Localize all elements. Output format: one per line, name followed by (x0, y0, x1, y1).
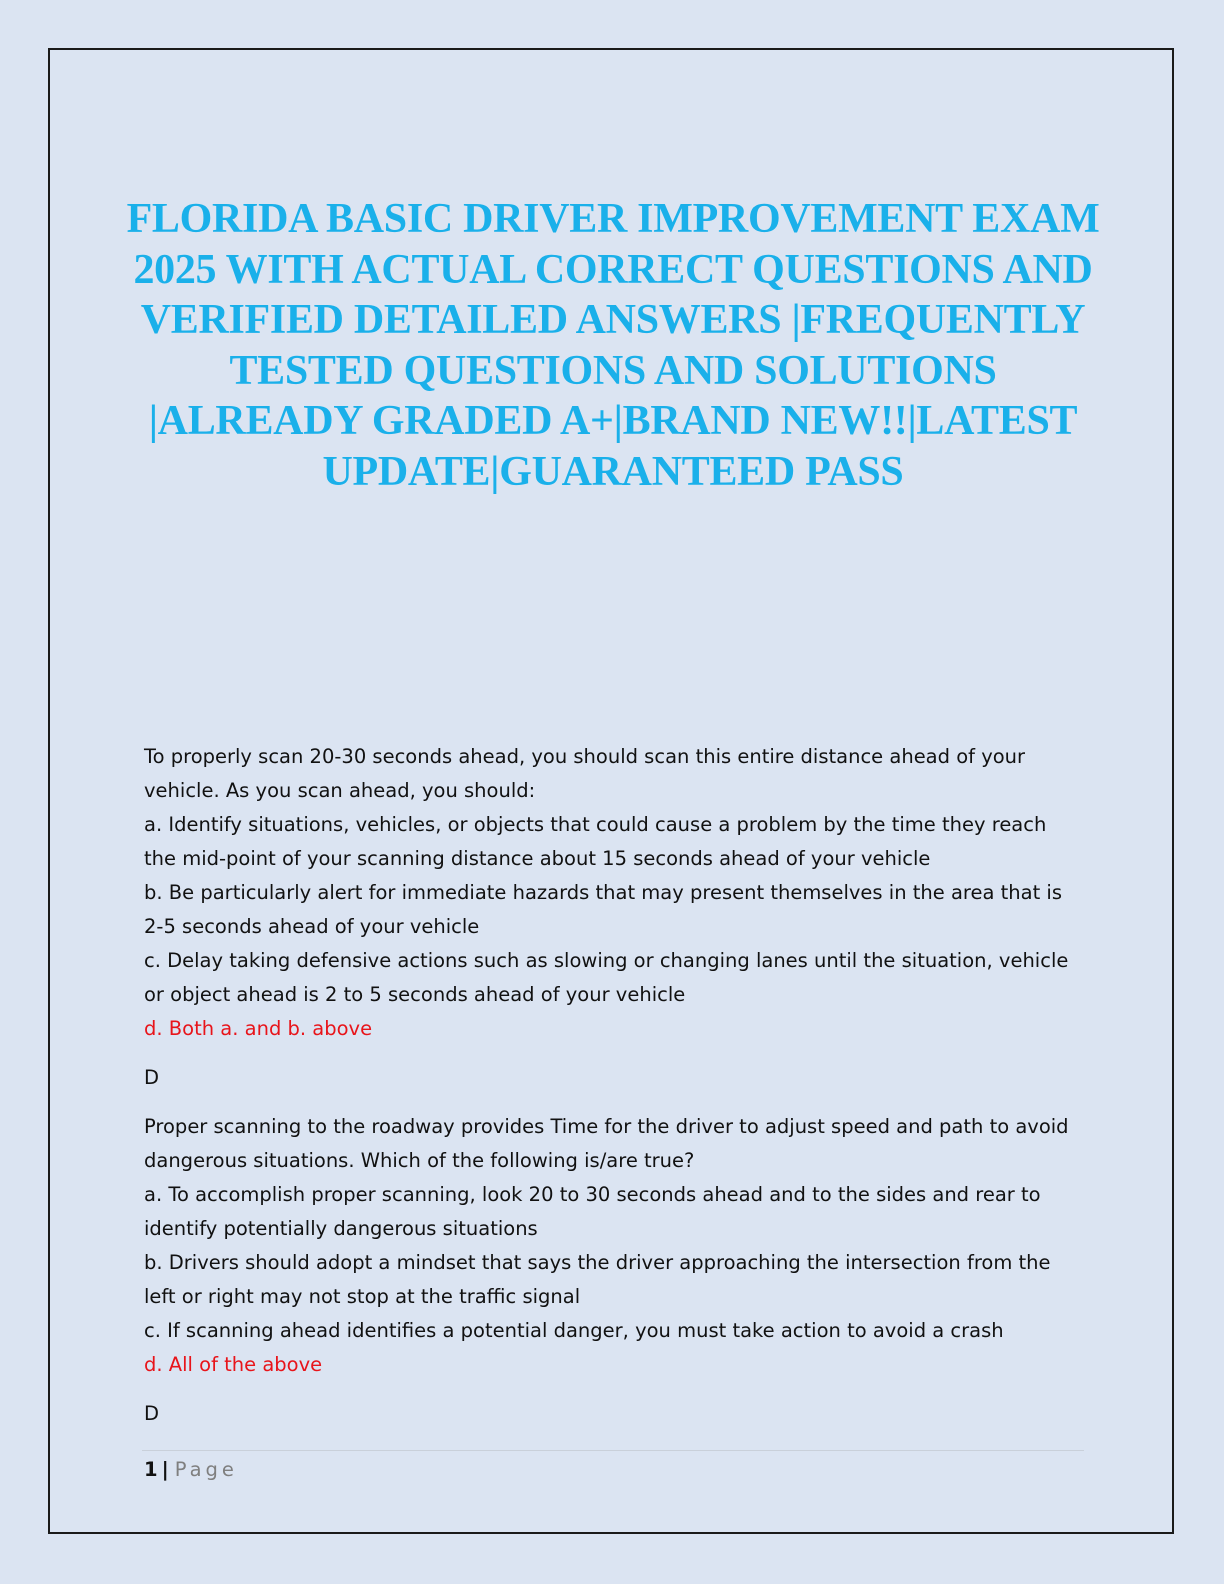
document-title: FLORIDA BASIC DRIVER IMPROVEMENT EXAM 2025 WITH ACTUAL CORRECT QUESTIONS AND VERIFIED DETAILED ANSWERS |FREQUENTLY TESTED QUESTIONS AND SOLUTIONS |ALREADY GRADED A+|BRAND NEW!!|LATEST UPDATE|GUARANTEED PASS (126, 196, 1100, 495)
correct-option: d. All of the above (144, 1353, 323, 1376)
correct-option: d. Both a. and b. above (144, 1017, 373, 1040)
option-a: a. To accomplish proper scanning, look 20 to 30 seconds ahead and to the sides and rear to identify potentially dangerous situations (144, 1183, 1041, 1240)
answer-letter: D (144, 1402, 160, 1425)
page-number: 1 (144, 1458, 158, 1481)
option-c: c. If scanning ahead identifies a potential danger, you must take action to avoid a crash (144, 1319, 1004, 1342)
option-c: c. Delay taking defensive actions such as slowing or changing lanes until the situation, vehicle or object ahead is 2 to 5 seconds ahead of your vehicle (144, 949, 1069, 1006)
option-a: a. Identify situations, vehicles, or objects that could cause a problem by the time they reach the mid-point of your scanning distance about 15 seconds ahead of your vehicle (144, 813, 1047, 870)
question-text: To properly scan 20-30 seconds ahead, you should scan this entire distance ahead of your vehicle. As you scan ahead, you should: (144, 745, 1026, 802)
footer-divider (142, 1450, 1084, 1451)
question-block (144, 1110, 1084, 1431)
question-text: Proper scanning to the roadway provides Time for the driver to adjust speed and path to avoid dangerous situations. Which of the following is/are true? (144, 1115, 1069, 1172)
question-block (144, 740, 1084, 1095)
footer-separator: | (161, 1458, 169, 1481)
page-footer (144, 1455, 238, 1485)
document-body (144, 740, 1084, 1446)
option-b: b. Drivers should adopt a mindset that says the driver approaching the intersection from the left or right may not stop at the traffic signal (144, 1251, 1051, 1308)
page-label: Page (174, 1458, 238, 1481)
option-b: b. Be particularly alert for immediate hazards that may present themselves in the area that is 2-5 seconds ahead of your vehicle (144, 881, 1063, 938)
answer-letter: D (144, 1066, 160, 1089)
